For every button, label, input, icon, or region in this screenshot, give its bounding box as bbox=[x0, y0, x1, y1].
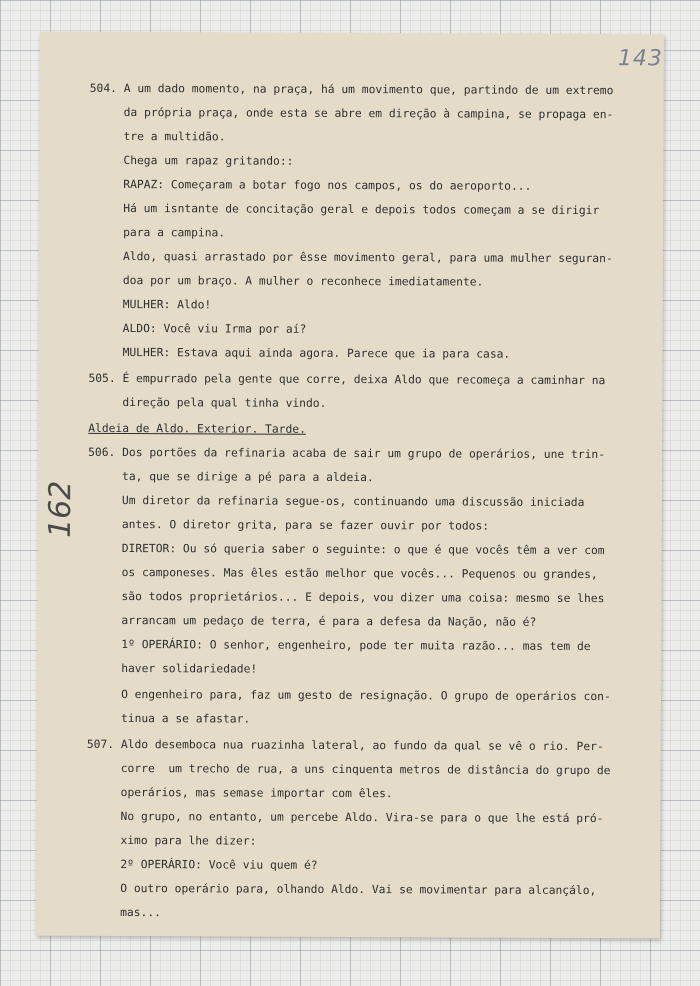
text-line: 1º OPERÁRIO: O senhor, engenheiro, pode ter muita razão... mas tem de bbox=[87, 637, 591, 654]
text-line: tinua a se afastar. bbox=[86, 711, 251, 726]
text-line: são todos proprietários... E depois, vou dizer uma coisa: mesmo se lhes bbox=[87, 589, 605, 606]
text-line: mas... bbox=[86, 905, 161, 920]
text-line: ALDO: Você viu Irma por aí? bbox=[88, 321, 307, 336]
text-line: antes. O diretor grita, para se fazer ouvir por todos: bbox=[87, 517, 490, 533]
text-line: doa por um braço. A mulher o reconhece imediatamente. bbox=[88, 273, 484, 289]
side-number: 162 bbox=[42, 480, 79, 538]
text-line: operários, mas semase importar com êles. bbox=[86, 785, 393, 801]
text-line: haver solidariedade! bbox=[87, 661, 258, 676]
text-line: MULHER: Estava aqui ainda agora. Parece que ia para casa. bbox=[88, 345, 511, 361]
scene-heading: Aldeia de Aldo. Exterior. Tarde. bbox=[88, 421, 306, 436]
text-line: os camponeses. Mas êles estão melhor que vocês... Pequenos ou grandes, bbox=[87, 565, 598, 582]
text-line: 506. Dos portões da refinaria acaba de sair um grupo de operários, une trin- bbox=[88, 445, 606, 462]
page-number: 143 bbox=[617, 46, 663, 72]
text-line: 2º OPERÁRIO: Você viu quem é? bbox=[86, 857, 318, 872]
text-line: 505. É empurrado pela gente que corre, deixa Aldo que recomeça a caminhar na bbox=[88, 371, 606, 388]
text-line: MULHER: Aldo! bbox=[88, 297, 212, 312]
text-line: No grupo, no entanto, um percebe Aldo. Vira-se para o que lhe está pró- bbox=[86, 809, 604, 826]
text-line: 507. Aldo desemboca nua ruazinha lateral, ao fundo da qual se vê o rio. Per- bbox=[86, 737, 604, 754]
text-line: tre a multidão. bbox=[89, 129, 226, 144]
text-line: Chega um rapaz gritando:: bbox=[89, 153, 294, 168]
text-line: Um diretor da refinaria segue-os, continuando uma discussão iniciada bbox=[87, 493, 585, 510]
document-page bbox=[36, 32, 664, 939]
text-line: arrancam um pedaço de terra, é para a defesa da Nação, não é? bbox=[87, 613, 537, 629]
text-line: DIRETOR: Ou só queria saber o seguinte: o que é que vocês têm a ver com bbox=[87, 541, 605, 558]
text-line: direção pela qual tinha vindo. bbox=[88, 395, 327, 410]
text-line: Aldo, quasi arrastado por êsse movimento geral, para uma mulher seguran- bbox=[88, 249, 613, 266]
text-line: Há um isntante de concitação geral e depois todos começam a se dirigir bbox=[89, 201, 600, 218]
text-line: ta, que se dirige a pé para a aldeia. bbox=[88, 469, 374, 485]
text-line: 504. A um dado momento, na praça, há um movimento que, partindo de um extremo bbox=[89, 81, 614, 98]
text-line: O engenheiro para, faz um gesto de resignação. O grupo de operários con- bbox=[87, 687, 611, 704]
text-line: corre um trecho de rua, a uns cinquenta metros de distância do grupo de bbox=[86, 761, 611, 778]
text-line: RAPAZ: Começaram a botar fogo nos campos, os do aeroporto... bbox=[89, 177, 532, 193]
text-line: ximo para lhe dizer: bbox=[86, 833, 257, 848]
text-line: para a campina. bbox=[89, 225, 226, 240]
text-line: da própria praça, onde esta se abre em direção à campina, se propaga en- bbox=[89, 105, 614, 122]
text-line: O outro operário para, olhando Aldo. Vai se movimentar para alcançálo, bbox=[86, 881, 597, 898]
